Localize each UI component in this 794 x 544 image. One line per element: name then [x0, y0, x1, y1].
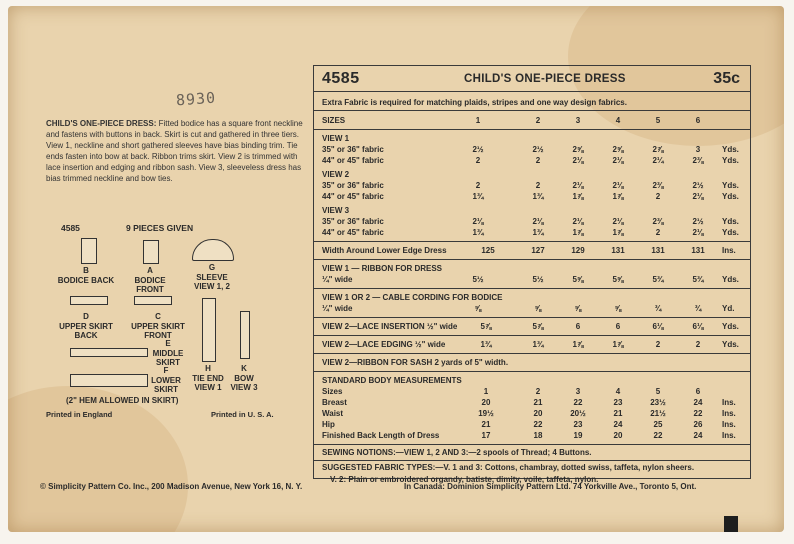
cell: 5¾	[652, 275, 664, 284]
row-label: VIEW 1 OR 2 — CABLE CORDING FOR BODICE	[322, 293, 503, 302]
cell: 19½	[478, 409, 494, 418]
cell: 2	[655, 340, 661, 349]
row-label: ¼" wide	[322, 275, 353, 284]
cell: 2½	[532, 145, 544, 154]
cell: 125	[481, 246, 495, 255]
unit: Ins.	[722, 431, 736, 440]
cell: 4	[615, 387, 621, 396]
pattern-title: CHILD'S ONE-PIECE DRESS	[464, 73, 626, 85]
row-label: Breast	[322, 398, 347, 407]
row-label: 44" or 45" fabric	[322, 228, 384, 237]
piece-note: VIEW 3	[230, 383, 258, 392]
chart-header	[314, 66, 750, 91]
view-name: VIEW 1	[322, 134, 350, 143]
view-heading	[314, 170, 750, 181]
description-heading: CHILD'S ONE-PIECE DRESS:	[46, 119, 157, 128]
divider	[314, 288, 750, 289]
row-label: 44" or 45" fabric	[322, 156, 384, 165]
unit: Ins.	[722, 420, 736, 429]
cell: 2	[655, 192, 661, 201]
cell: 2⅝	[572, 145, 584, 154]
table-row	[314, 398, 750, 409]
table-row	[314, 275, 750, 286]
cell: 131	[691, 246, 705, 255]
row-label: 35" or 36" fabric	[322, 181, 384, 190]
piece-b	[56, 266, 116, 285]
cell: 2	[535, 181, 541, 190]
cell: 5½	[532, 275, 544, 284]
cell: 6⅛	[692, 322, 704, 331]
piece-name: LOWER SKIRT	[151, 375, 181, 394]
section-heading	[314, 376, 750, 387]
piece-name: BODICE BACK	[57, 275, 115, 285]
cell: ⅝	[574, 304, 582, 313]
cell: 6	[615, 322, 621, 331]
cell: 5	[655, 387, 661, 396]
cell: 19	[573, 431, 583, 440]
piece-name: UPPER SKIRT BACK	[59, 321, 113, 340]
cell: 22	[653, 431, 663, 440]
cell: 129	[571, 246, 585, 255]
cell: 5⅞	[532, 322, 544, 331]
stain	[8, 386, 188, 532]
cell: 21	[613, 409, 623, 418]
cell: 1⅞	[572, 192, 584, 201]
table-row	[314, 192, 750, 203]
unit: Ins.	[722, 246, 736, 255]
piece-name: BOW	[234, 373, 254, 383]
cell: 1⅞	[572, 228, 584, 237]
row-label: Finished Back Length of Dress	[322, 431, 440, 440]
cell: 2⅞	[652, 145, 664, 154]
cell: 21½	[650, 409, 666, 418]
unit: Yds.	[722, 156, 739, 165]
cell: 2⅛	[692, 192, 704, 201]
unit: Yds.	[722, 192, 739, 201]
description-body: Fitted bodice has a square front neckline and fastens with buttons in back. Skirt is cut and gathered in three tiers. View 1, neckline and short gathered sleeves have bias binding trim. Tie ends fasten into bow at back. Ribbon trims skirt. View 2 is trimmed with lace insertion and edging and ribbon sash. View 3, sleeveless dress has bias trimmed neckline and bow ties.	[46, 119, 303, 183]
cell: 26	[693, 420, 703, 429]
cell: 2⅛	[612, 181, 624, 190]
pattern-number: 4585	[322, 70, 360, 87]
divider	[314, 241, 750, 242]
cell: 20½	[570, 409, 586, 418]
cell: 2	[535, 387, 541, 396]
piece-name: UPPER SKIRT FRONT	[131, 321, 185, 340]
cell: 22	[533, 420, 543, 429]
cell: 5½	[472, 275, 484, 284]
cell: 23	[613, 398, 623, 407]
view-heading	[314, 134, 750, 145]
piece-name: MIDDLE SKIRT	[152, 348, 184, 367]
table-row	[314, 228, 750, 239]
divider	[314, 317, 750, 318]
size-cell: 4	[615, 116, 621, 125]
row-label: Sizes	[322, 387, 343, 396]
cell: 1⅞	[612, 192, 624, 201]
cell: 21	[533, 398, 543, 407]
cell: 1¾	[532, 192, 544, 201]
cell: 23	[573, 420, 583, 429]
table-row	[314, 304, 750, 315]
piece-id: E	[165, 339, 171, 348]
cell: ¾	[694, 304, 702, 313]
table-row	[314, 181, 750, 192]
cell: 17	[481, 431, 491, 440]
cell: 18	[533, 431, 543, 440]
cell: 6	[695, 387, 701, 396]
unit: Yds.	[722, 145, 739, 154]
cell: 2¼	[652, 156, 664, 165]
canada-address: In Canada: Dominion Simplicity Pattern Ltd. 74 Yorkville Ave., Toronto 5, Ont.	[404, 482, 697, 491]
sizes-row	[314, 116, 750, 127]
cell: 2⅛	[612, 217, 624, 226]
cell: 5¾	[692, 275, 704, 284]
divider	[314, 110, 750, 111]
size-cell: 1	[475, 116, 481, 125]
handwritten-number: 8930	[175, 88, 217, 110]
cell: 22	[573, 398, 583, 407]
cell: 2⅛	[572, 217, 584, 226]
cell: 5⅝	[612, 275, 624, 284]
piece-id: A	[147, 266, 153, 275]
cell: 24	[613, 420, 623, 429]
table-row	[314, 246, 750, 257]
unit: Ins.	[722, 398, 736, 407]
cell: 2⅜	[652, 181, 664, 190]
cell: 131	[651, 246, 665, 255]
row-label: 44" or 45" fabric	[322, 192, 384, 201]
size-cell: 2	[535, 116, 541, 125]
cell: 2	[475, 156, 481, 165]
tab-notch	[724, 516, 738, 532]
table-row	[314, 431, 750, 442]
row-label: VIEW 2—LACE INSERTION ½" wide	[322, 322, 458, 331]
table-row	[314, 420, 750, 431]
cell: 23½	[650, 398, 666, 407]
cell: 2⅛	[472, 217, 484, 226]
cell: 1⅞	[612, 228, 624, 237]
divider	[314, 129, 750, 130]
cell: 2⅛	[692, 228, 704, 237]
cell: 131	[611, 246, 625, 255]
table-row	[314, 156, 750, 167]
row-label: VIEW 1 — RIBBON FOR DRESS	[322, 264, 443, 273]
yardage-chart	[313, 65, 751, 479]
table-row	[314, 145, 750, 156]
piece-name: SLEEVE	[196, 272, 228, 282]
divider	[314, 353, 750, 354]
cell: 22	[693, 409, 703, 418]
section-heading	[314, 293, 750, 304]
unit: Yds.	[722, 340, 739, 349]
cell: 1¾	[532, 228, 544, 237]
cell: ⅝	[534, 304, 542, 313]
copyright: © Simplicity Pattern Co. Inc., 200 Madison Avenue, New York 16, N. Y.	[40, 482, 303, 491]
cell: 2⅜	[652, 217, 664, 226]
pattern-price: 35c	[713, 70, 740, 87]
piece-d-shape	[70, 296, 108, 305]
piece-name: TIE END	[192, 373, 224, 383]
piece-id: G	[208, 263, 216, 272]
view-name: VIEW 3	[322, 206, 350, 215]
divider	[314, 91, 750, 92]
piece-h-shape	[202, 298, 216, 362]
table-row	[314, 217, 750, 228]
divider	[314, 460, 750, 461]
fabric-types-2: V. 2: Plain or embroidered organdy, batiste, dimity, voile, taffeta, nylon.	[330, 475, 599, 484]
cell: 21	[481, 420, 491, 429]
cell: 2⅛	[572, 156, 584, 165]
cell: 2½	[692, 181, 704, 190]
cell: ¾	[654, 304, 662, 313]
cell: 1⅞	[612, 340, 624, 349]
extra-fabric-note: Extra Fabric is required for matching plaids, stripes and one way design fabrics.	[322, 98, 627, 107]
cell: ⅝	[474, 304, 482, 313]
unit: Yds.	[722, 228, 739, 237]
cell: 2⅛	[572, 181, 584, 190]
cell: 2	[535, 156, 541, 165]
fabric-types-1: SUGGESTED FABRIC TYPES:—V. 1 and 3: Cottons, chambray, dotted swiss, taffeta, nylon sheers.	[322, 463, 695, 472]
cell: 2	[475, 181, 481, 190]
cell: 24	[693, 398, 703, 407]
table-row	[314, 387, 750, 398]
size-cell: 3	[575, 116, 581, 125]
piece-note: VIEW 1	[194, 383, 222, 392]
cell: 6	[575, 322, 581, 331]
row-label: Width Around Lower Edge Dress	[322, 246, 447, 255]
unit: Yd.	[722, 304, 735, 313]
printed-in-usa: Printed in U. S. A.	[211, 410, 274, 419]
piece-g	[182, 263, 242, 292]
cell: ⅝	[614, 304, 622, 313]
unit: Yds.	[722, 275, 739, 284]
piece-k	[222, 364, 266, 393]
piece-id: K	[241, 364, 247, 373]
piece-f	[144, 366, 188, 395]
piece-k-shape	[240, 311, 250, 359]
cell: 1¾	[532, 340, 544, 349]
cell: 1¾	[480, 340, 492, 349]
unit: Yds.	[722, 181, 739, 190]
section-heading	[314, 264, 750, 275]
unit: Ins.	[722, 409, 736, 418]
size-cell: 5	[655, 116, 661, 125]
row-label: Hip	[322, 420, 335, 429]
cell: 1¾	[472, 228, 484, 237]
piece-id: F	[163, 366, 169, 375]
piece-c	[126, 312, 190, 341]
piece-id: H	[205, 364, 211, 373]
cell: 2⅛	[612, 156, 624, 165]
table-row	[314, 322, 750, 333]
table-row	[314, 409, 750, 420]
divider	[314, 444, 750, 445]
view-name: VIEW 2	[322, 170, 350, 179]
description	[46, 118, 308, 184]
size-cell: 6	[695, 116, 701, 125]
sewing-notions: SEWING NOTIONS:—VIEW 1, 2 AND 3:—2 spools of Thread; 4 Buttons.	[322, 448, 592, 457]
piece-a	[120, 266, 180, 295]
row-label: ¼" wide	[322, 304, 353, 313]
cell: 3	[575, 387, 581, 396]
unit: Yds.	[722, 322, 739, 331]
row-label: Waist	[322, 409, 344, 418]
table-row	[314, 340, 750, 351]
cell: 20	[533, 409, 543, 418]
hem-note: (2" HEM ALLOWED IN SKIRT)	[66, 396, 179, 405]
cell: 2½	[692, 217, 704, 226]
piece-a-shape	[143, 240, 159, 264]
piece-e-shape	[70, 348, 148, 357]
piece-id: D	[83, 312, 89, 321]
piece-b-shape	[81, 238, 97, 264]
piece-c-shape	[134, 296, 172, 305]
sash-note: VIEW 2—RIBBON FOR SASH 2 yards of 5" width.	[322, 358, 509, 367]
cell: 2	[655, 228, 661, 237]
divider	[314, 371, 750, 372]
piece-g-shape	[192, 239, 234, 261]
cell: 25	[653, 420, 663, 429]
pieces-given: 9 PIECES GIVEN	[126, 223, 194, 233]
row-label: STANDARD BODY MEASUREMENTS	[322, 376, 462, 385]
pattern-envelope	[8, 6, 784, 532]
cell: 20	[613, 431, 623, 440]
pieces-pattern-number: 4585	[61, 223, 80, 233]
unit: Yds.	[722, 217, 739, 226]
cell: 1¾	[472, 192, 484, 201]
cell: 2⅝	[612, 145, 624, 154]
piece-note: VIEW 1, 2	[193, 282, 230, 291]
cell: 6⅛	[652, 322, 664, 331]
cell: 24	[693, 431, 703, 440]
cell: 20	[481, 398, 491, 407]
row-label: 35" or 36" fabric	[322, 217, 384, 226]
divider	[314, 259, 750, 260]
cell: 5⅝	[572, 275, 584, 284]
piece-d	[56, 312, 116, 341]
row-label: VIEW 2—LACE EDGING ½" wide	[322, 340, 446, 349]
cell: 2⅜	[692, 156, 704, 165]
cell: 2⅛	[532, 217, 544, 226]
piece-id: C	[155, 312, 161, 321]
printed-in-england: Printed in England	[46, 410, 113, 419]
cell: 2	[695, 340, 701, 349]
cell: 1	[483, 387, 489, 396]
piece-id: B	[83, 266, 89, 275]
cell: 127	[531, 246, 545, 255]
cell: 2½	[472, 145, 484, 154]
cell: 3	[695, 145, 701, 154]
piece-f-shape	[70, 374, 148, 387]
piece-name: BODICE FRONT	[134, 275, 166, 294]
cell: 5⅞	[480, 322, 492, 331]
sizes-label: SIZES	[322, 116, 346, 125]
view-heading	[314, 206, 750, 217]
cell: 1⅞	[572, 340, 584, 349]
row-label: 35" or 36" fabric	[322, 145, 384, 154]
divider	[314, 335, 750, 336]
